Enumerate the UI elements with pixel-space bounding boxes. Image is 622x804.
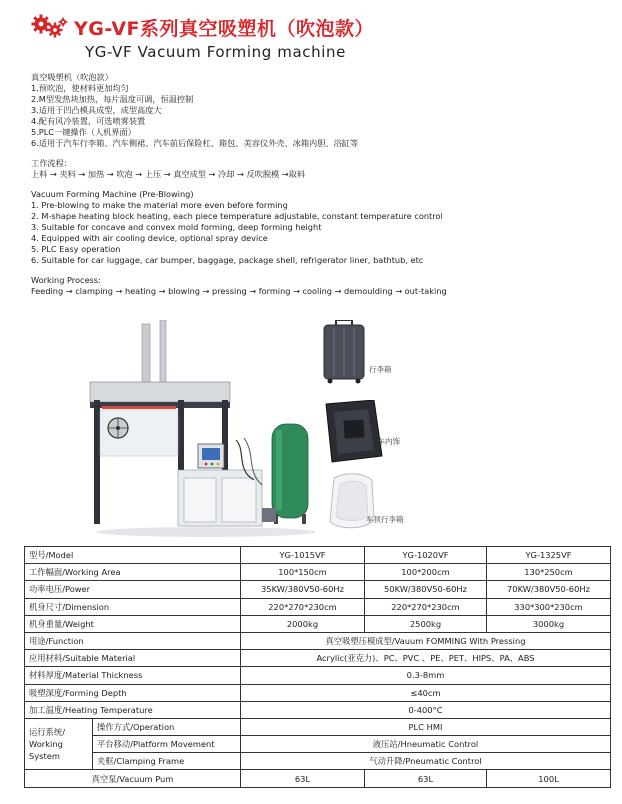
feature-en-3: 3. Suitable for concave and convex mold forming, deep forming height	[31, 222, 322, 232]
table-row	[25, 718, 611, 735]
table-row	[25, 701, 611, 718]
gears-icon	[30, 14, 70, 40]
cell-value: 3000kg	[487, 615, 611, 632]
process-en: Feeding → clamping → heating → blowing → pressing → forming → cooling → demoulding → out-taking	[31, 286, 447, 296]
working-system-label-en: Working System	[29, 739, 63, 762]
feature-en-4: 4. Equipped with air cooling device, optional spray device	[31, 233, 268, 243]
luggage-image	[322, 320, 366, 384]
feature-cn-2: 2.M型发热块加热，每片温度可调，恒温控制	[31, 94, 194, 104]
feature-en-1: 1. Pre-blowing to make the material more even before forming	[31, 200, 288, 210]
cell-value: ≤40cm	[241, 684, 611, 701]
row-label: 工作幅面/Working Area	[25, 564, 241, 581]
table-row	[25, 650, 611, 667]
cell-value: 0-400°C	[241, 701, 611, 718]
row-label: 加工温度/Heating Temperature	[25, 701, 241, 718]
cell-value: 100*150cm	[241, 564, 365, 581]
feature-cn-5: 5.PLC一键操作（人机界面）	[31, 127, 136, 137]
table-row	[25, 564, 611, 581]
intro-heading-en: Vacuum Forming Machine (Pre-Blowing)	[31, 189, 194, 199]
cell-value: 2500kg	[365, 615, 487, 632]
machine-image	[86, 320, 326, 540]
feature-en-2: 2. M-shape heating block heating, each piece temperature adjustable, constant temperature control	[31, 211, 443, 221]
process-cn: 上料 → 夹料 → 加热 → 吹泡 → 上压 → 真空成型 → 冷却 → 反吹脱模 →取料	[31, 169, 306, 179]
table-row	[25, 667, 611, 684]
row-label: 材料厚度/Material Thickness	[25, 667, 241, 684]
table-row	[25, 547, 611, 564]
introduction	[31, 72, 591, 297]
page-title-en: YG-VF Vacuum Forming machine	[85, 43, 346, 61]
intro-heading-cn: 真空吸塑机（吹泡款）	[31, 72, 113, 82]
model-3: YG-1325VF	[487, 547, 611, 564]
cell-value: 0.3-8mm	[241, 667, 611, 684]
feature-en-5: 5. PLC Easy operation	[31, 244, 121, 254]
car-interior-label: 汽车内饰	[370, 437, 400, 446]
table-row	[25, 581, 611, 598]
cell-value: 2000kg	[241, 615, 365, 632]
cell-value: 70KW/380V50-60Hz	[487, 581, 611, 598]
table-row	[25, 684, 611, 701]
feature-en-6: 6. Suitable for car luggage, car bumper, baggage, package shell, refrigerator liner, bathtub, etc	[31, 255, 424, 265]
cell-value: 35KW/380V50-60Hz	[241, 581, 365, 598]
roof-box-label: 车顶行李箱	[366, 515, 404, 524]
working-system-label-cn: 运行系统/	[29, 727, 65, 738]
cell-value: 220*270*230cm	[241, 598, 365, 615]
cell-value: Acrylic(亚克力)、PC、PVC 、PE、PET、HIPS、PA、ABS	[241, 650, 611, 667]
model-2: YG-1020VF	[365, 547, 487, 564]
model-label: 型号/Model	[25, 547, 241, 564]
cell-value: 液压站/Hneumatic Control	[241, 736, 611, 753]
table-row	[25, 598, 611, 615]
cell-value: 气动升降/Pneumatic Control	[241, 753, 611, 770]
luggage-label: 行李箱	[369, 365, 392, 374]
spec-table	[24, 546, 611, 788]
row-label: 机身重量/Weight	[25, 615, 241, 632]
cell-value: 100L	[487, 770, 611, 787]
cell-value: 130*250cm	[487, 564, 611, 581]
cell-value: PLC HMI	[241, 718, 611, 735]
feature-cn-1: 1.预吹泡，使材料更加均匀	[31, 83, 129, 93]
row-label: 真空泵/Vacuum Pum	[25, 770, 241, 787]
row-label: 平台移动/Platform Movement	[93, 736, 241, 753]
cell-value: 63L	[241, 770, 365, 787]
row-label: 吸塑深度/Forming Depth	[25, 684, 241, 701]
feature-cn-3: 3.适用于凹凸模具成型，成型高度大	[31, 105, 162, 115]
cell-value: 50KW/380V50-60Hz	[365, 581, 487, 598]
cell-value: 63L	[365, 770, 487, 787]
cell-value: 真空吸塑压模成型/Vauum FOMMING With Pressing	[241, 632, 611, 649]
feature-cn-6: 6.适用于汽车行李箱、汽车侧裙、汽车前后保险杠、箱包、美容仪外壳、冰箱内胆、浴缸等	[31, 138, 359, 148]
table-row	[25, 632, 611, 649]
process-heading-en: Working Process:	[31, 275, 101, 285]
model-1: YG-1015VF	[241, 547, 365, 564]
row-label: 夹框/Clamping Frame	[93, 753, 241, 770]
page-title-cn: YG-VF系列真空吸塑机（吹泡款）	[74, 18, 375, 40]
cell-value: 220*270*230cm	[365, 598, 487, 615]
table-row	[25, 753, 611, 770]
row-label: 功率电压/Power	[25, 581, 241, 598]
cell-value: 330*300*230cm	[487, 598, 611, 615]
feature-cn-4: 4.配有风冷装置，可选喷雾装置	[31, 116, 146, 126]
table-row	[25, 770, 611, 787]
row-label: 操作方式/Operation	[93, 718, 241, 735]
working-system-label	[25, 718, 93, 770]
cell-value: 100*200cm	[365, 564, 487, 581]
row-label: 应用材料/Suitable Material	[25, 650, 241, 667]
table-row	[25, 615, 611, 632]
product-photos	[86, 320, 426, 540]
row-label: 机身尺寸/Dimension	[25, 598, 241, 615]
process-heading-cn: 工作流程：	[31, 158, 72, 168]
car-interior-image	[322, 400, 384, 464]
table-row	[25, 736, 611, 753]
row-label: 用途/Function	[25, 632, 241, 649]
page-header	[30, 12, 610, 64]
